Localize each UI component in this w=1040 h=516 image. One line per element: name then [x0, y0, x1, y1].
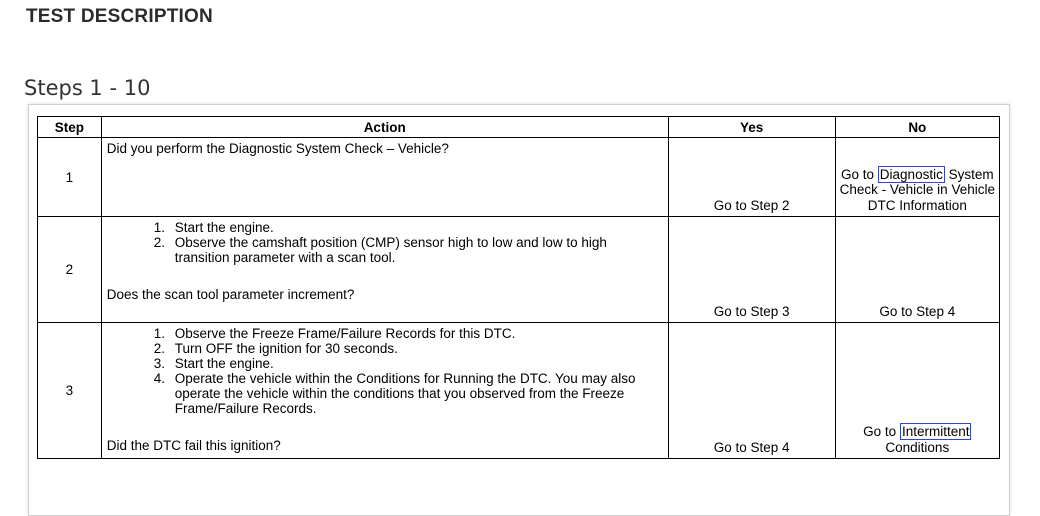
list-item: 1. Observe the Freeze Frame/Failure Records for this DTC. [169, 326, 663, 341]
no-result-prefix: Go to [841, 166, 875, 182]
steps-table-frame [28, 104, 1010, 516]
header-no: No [835, 117, 999, 138]
diagnostic-link[interactable]: Diagnostic [879, 166, 943, 182]
action-steps-list [107, 220, 663, 265]
no-result-suffix: Conditions [885, 439, 950, 455]
yes-result: Go to Step 3 [668, 217, 835, 323]
header-yes: Yes [668, 117, 835, 138]
table-row [38, 323, 1000, 459]
action-cell [101, 138, 668, 217]
steps-range-title: Steps 1 - 10 [24, 76, 151, 100]
no-result: Go to Step 4 [835, 217, 999, 323]
step-number: 2 [38, 217, 102, 323]
header-action: Action [101, 117, 668, 138]
no-result-suffix: System Check - Vehicle in Vehicle DTC Information [839, 166, 995, 213]
table-header-row [38, 117, 1000, 138]
page-heading: TEST DESCRIPTION [26, 6, 213, 27]
step-number: 1 [38, 138, 102, 217]
action-cell [101, 323, 668, 459]
list-item: 2. Turn OFF the ignition for 30 seconds. [169, 341, 663, 356]
yes-result: Go to Step 2 [668, 138, 835, 217]
action-steps-list [107, 326, 663, 416]
list-item: 3. Start the engine. [169, 356, 663, 371]
steps-table [37, 116, 1000, 459]
action-question: Did you perform the Diagnostic System Check – Vehicle? [106, 141, 449, 156]
action-question: Did the DTC fail this ignition? [106, 438, 281, 453]
intermittent-conditions-link[interactable]: Intermittent [901, 424, 970, 439]
no-result [835, 323, 999, 459]
table-row [38, 138, 1000, 217]
list-item: 4. Operate the vehicle within the Conditions for Running the DTC. You may also operate the vehicle within the conditions that you observed from the Freeze Frame/Failure Records. [169, 371, 663, 416]
list-item: 1. Start the engine. [169, 220, 663, 235]
header-step: Step [38, 117, 102, 138]
list-item: 2. Observe the camshaft position (CMP) sensor high to low and low to high transition parameter with a scan tool. [169, 235, 663, 265]
action-question: Does the scan tool parameter increment? [106, 287, 355, 302]
yes-result: Go to Step 4 [668, 323, 835, 459]
no-result [835, 138, 999, 217]
table-row [38, 217, 1000, 323]
step-number: 3 [38, 323, 102, 459]
action-cell [101, 217, 668, 323]
no-result-prefix: Go to [863, 424, 897, 439]
